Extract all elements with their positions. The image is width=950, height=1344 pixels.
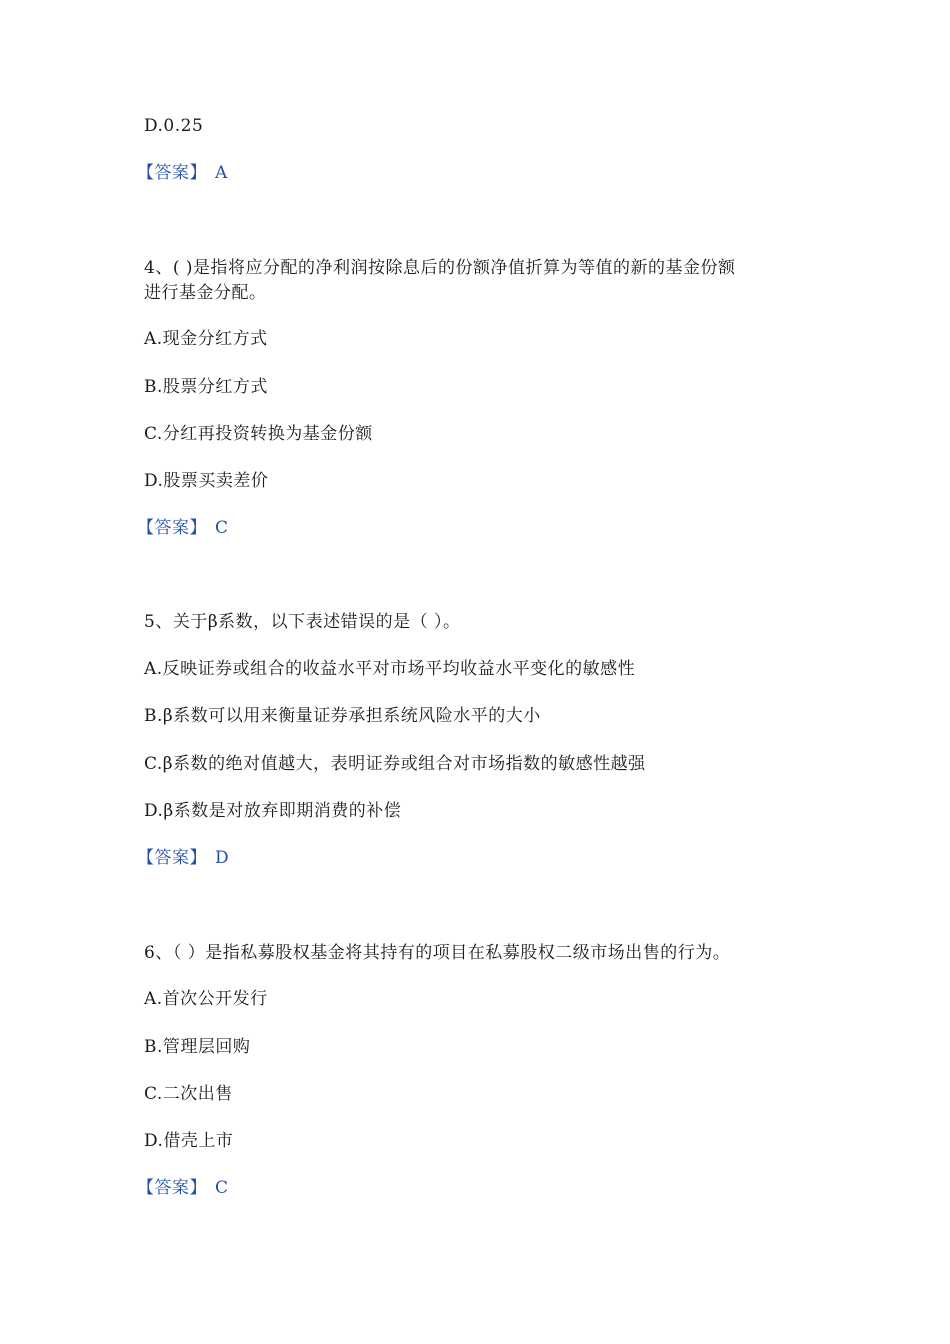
answer-label: 【答案】 — [137, 848, 207, 868]
q6-option-a: A.首次公开发行 — [144, 989, 268, 1009]
q6-option-b: B.管理层回购 — [144, 1037, 251, 1057]
answer-label: 【答案】 — [137, 518, 207, 538]
q4-option-c: C.分红再投资转换为基金份额 — [144, 424, 373, 444]
answer-value: C — [215, 1178, 229, 1198]
q6-option-c: C.二次出售 — [144, 1084, 233, 1104]
q3-option-d: D.0.25 — [144, 116, 204, 136]
q6-option-d: D.借壳上市 — [144, 1131, 234, 1151]
q6-stem: 6、（ ）是指私募股权基金将其持有的项目在私募股权二级市场出售的行为。 — [144, 943, 731, 963]
answer-value: D — [215, 848, 230, 868]
q5-answer — [137, 846, 229, 870]
q5-option-d: D.β系数是对放弃即期消费的补偿 — [144, 801, 402, 821]
answer-label: 【答案】 — [137, 163, 207, 183]
answer-value: A — [215, 163, 228, 183]
q4-stem-line2: 进行基金分配。 — [144, 283, 267, 303]
q4-option-a: A.现金分红方式 — [144, 329, 268, 349]
q5-option-a: A.反映证券或组合的收益水平对市场平均收益水平变化的敏感性 — [144, 659, 636, 679]
q4-answer — [137, 516, 229, 540]
q4-stem-line1: 4、( )是指将应分配的净利润按除息后的份额净值折算为等值的新的基金份额 — [144, 258, 736, 278]
q4-option-d: D.股票买卖差价 — [144, 471, 269, 491]
q6-answer — [137, 1176, 229, 1200]
q5-option-b: B.β系数可以用来衡量证券承担系统风险水平的大小 — [144, 706, 541, 726]
q5-stem: 5、关于β系数，以下表述错误的是（ ）。 — [144, 612, 461, 632]
q4-option-b: B.股票分红方式 — [144, 377, 268, 397]
answer-label: 【答案】 — [137, 1178, 207, 1198]
q5-option-c: C.β系数的绝对值越大，表明证券或组合对市场指数的敏感性越强 — [144, 754, 646, 774]
answer-value: C — [215, 518, 229, 538]
q3-answer — [137, 161, 228, 185]
